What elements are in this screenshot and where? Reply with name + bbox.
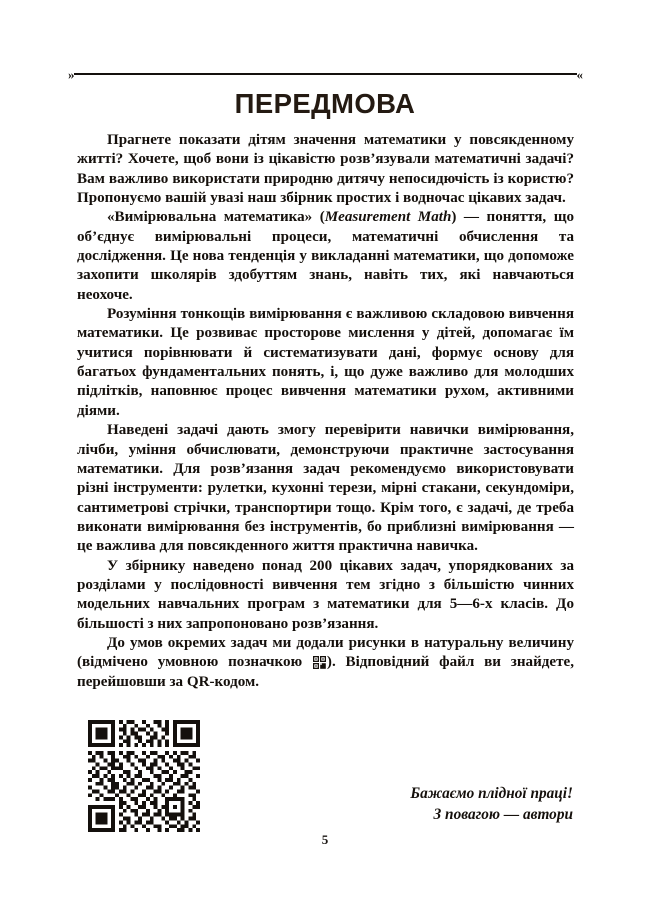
paragraph-6 <box>77 634 574 692</box>
paragraph-2-emphasis: Measurement Math <box>324 209 452 226</box>
qr-code-image[interactable] <box>88 720 200 832</box>
header-decorative-rule <box>68 66 582 82</box>
paragraph-5: У збірнику наведено понад 200 цікавих задач, упорядкованих за розділами у послідовності вивчення тем згідно з більшістю чинних модельних навчальних програм з математики для 5—6-х класів. До більшості з них запропоновано розв’язання. <box>77 557 574 632</box>
paragraph-1: Прагнете показати дітям значення математики у повсякденному житті? Хочете, щоб вони із цікавістю розв’язували математичні задачі? Вам важливо використати природню дитячу непосидючість із користю? Пропонуємо вашій увазі наш збірник простих і водночас цікавих задач. <box>77 132 574 207</box>
paragraph-6-lead: До умов окремих задач ми додали рисунки в натуральну величину (відмічено умовною позначкою <box>77 634 574 671</box>
signature-block <box>253 783 573 825</box>
foreword-body <box>77 131 574 692</box>
signature-line-2: З повагою — автори <box>433 806 573 823</box>
paragraph-2-lead: «Вимірювальна математика» ( <box>107 209 325 226</box>
guillemet-right-icon: « <box>576 66 582 82</box>
guillemet-left-icon: » <box>68 66 74 82</box>
paragraph-3: Розуміння тонкощів вимірювання є важливою складовою вивчення математики. Це розвиває просторове мислення у дітей, допомагає їм учитися порівнювати й систематизувати дані, формує основу для багатьох фундаментальних понять, і, що дуже важливо для молодших підлітків, наповнює процес вивчення математики рухом, активними діями. <box>77 306 574 419</box>
paragraph-4: Наведені задачі дають змогу перевірити навички вимірювання, лічби, уміння обчислювати, демонструючи практичне застосування математики. Для розв’язання задач рекомендуємо використовувати різні інструменти: рулетки, кухонні терези, мірні стакани, секундоміри, сантиметрові стрічки, транспортири тощо. Крім того, є задачі, де треба виконати вимірювання без інструментів, бо приблизні вимірювання — це важлива для повсякденного життя практична навичка. <box>77 422 574 555</box>
rule-line <box>74 73 577 75</box>
qr-mini-icon <box>313 656 326 669</box>
page-title: ПЕРЕДМОВА <box>234 88 416 119</box>
paragraph-6-tail: ). Відповідний файл ви знайдете, перейшовши за QR-кодом. <box>77 654 574 690</box>
page-number: 5 <box>321 832 329 847</box>
signature-line-1: Бажаємо плідної праці! <box>410 785 573 802</box>
paragraph-2 <box>77 208 574 305</box>
paragraph-2-tail: ) — поняття, що об’єднує вимірювальні процеси, математичні обчислення та дослідження. Це нова тенденція у викладанні математики, що допоможе захопити школярів здобуттям знань, навіть тих, які навчаються неохоче. <box>77 209 574 303</box>
